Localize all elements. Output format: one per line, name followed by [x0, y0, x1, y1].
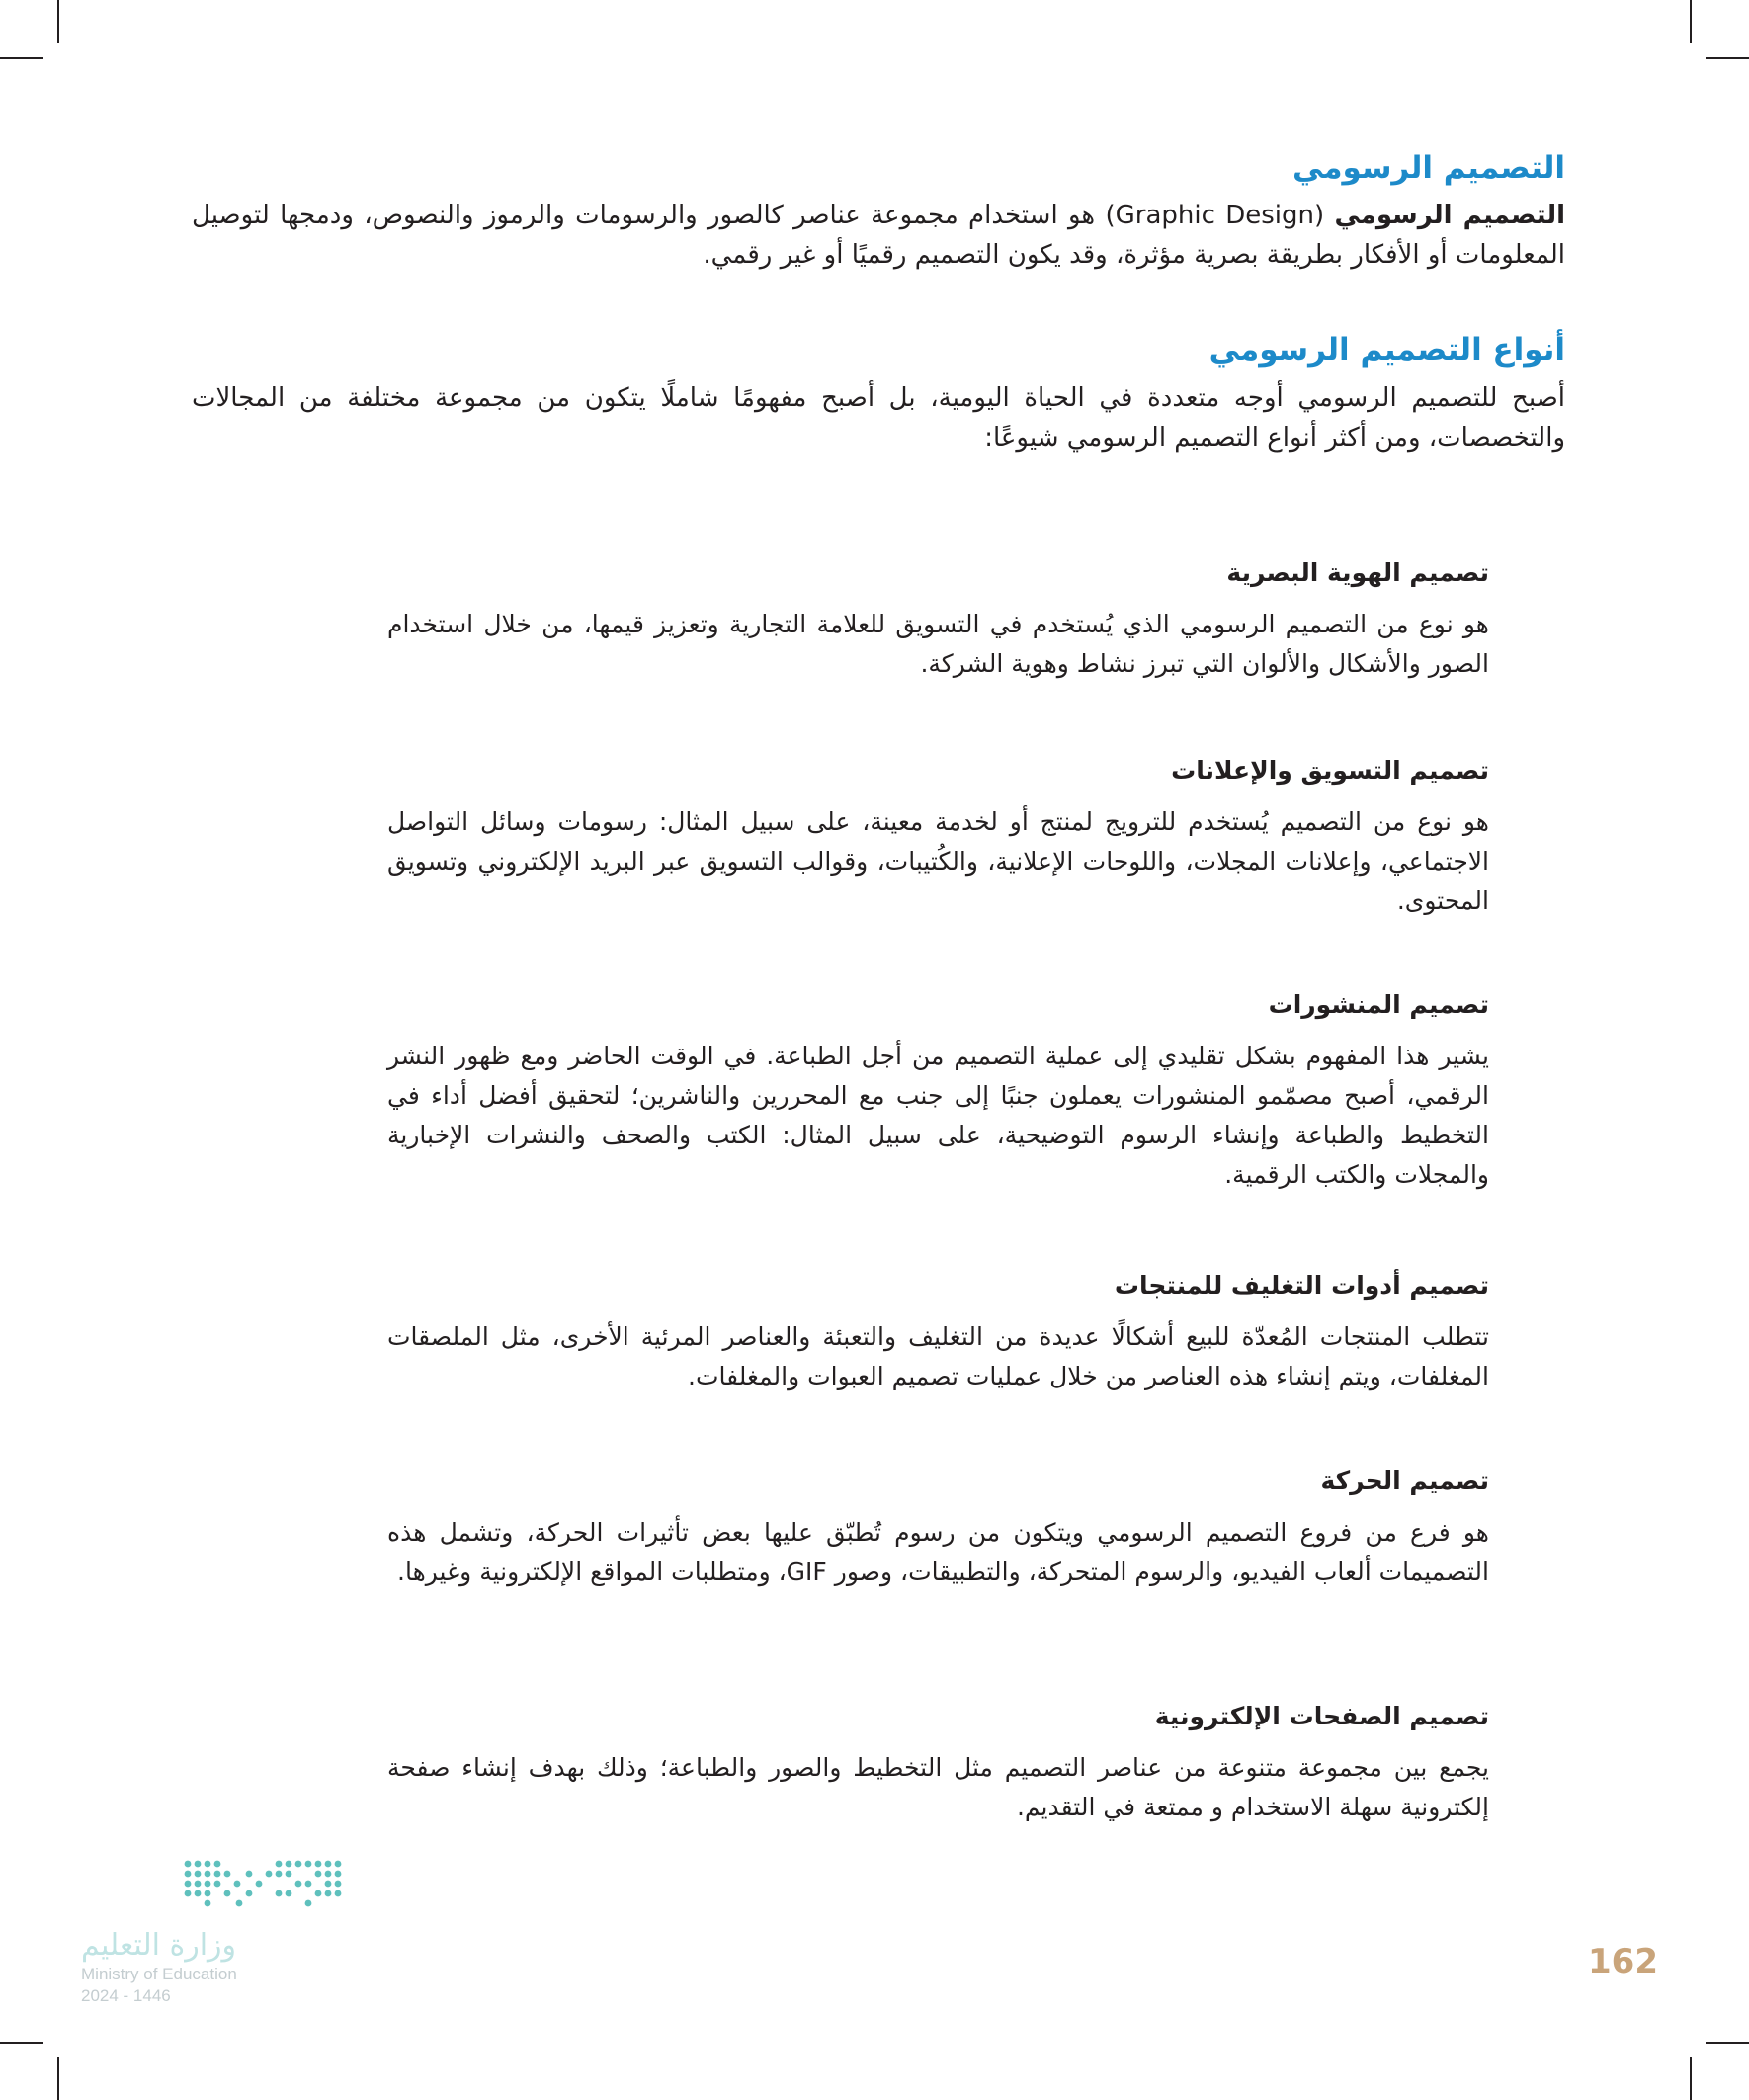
ministry-year: 2024 - 1446	[81, 1986, 171, 2005]
type-description: يجمع بين مجموعة متنوعة من عناصر التصميم مثل التخطيط والصور والطباعة؛ وذلك بهدف إنشاء صفحة إلكترونية سهلة الاستخدام و ممتعة في التقديم.	[387, 1753, 1489, 1821]
section-heading: التصميم الرسومي	[1291, 150, 1565, 186]
type-title: تصميم الهوية البصرية	[1226, 558, 1489, 587]
ministry-logo	[81, 1858, 348, 2006]
definition-paragraph	[192, 196, 1565, 275]
type-title: تصميم التسويق والإعلانات	[1171, 756, 1489, 785]
type-description: تتطلب المنتجات المُعدّة للبيع أشكالًا عديدة من التغليف والتعبئة والعناصر المرئية الأخرى، مثل الملصقات المغلفات، ويتم إنشاء هذه العناصر من خلال عمليات تصميم العبوات والمغلفات.	[387, 1322, 1489, 1390]
type-title: تصميم الصفحات الإلكترونية	[1154, 1702, 1489, 1730]
definition-term: التصميم الرسومي	[1334, 201, 1566, 230]
type-item	[387, 987, 1489, 1195]
type-title: تصميم أدوات التغليف للمنتجات	[1114, 1271, 1489, 1300]
types-intro-paragraph: أصبح للتصميم الرسومي أوجه متعددة في الحياة اليومية، بل أصبح مفهومًا شاملًا يتكون من مجموعة مختلفة من المجالات والتخصصات، ومن أكثر أنواع التصميم الرسومي شيوعًا:	[192, 383, 1565, 453]
crop-mark	[1690, 0, 1692, 43]
type-item	[387, 1699, 1489, 1827]
type-title: تصميم الحركة	[1320, 1467, 1489, 1495]
type-description: هو نوع من التصميم يُستخدم للترويج لمنتج أو لخدمة معينة، على سبيل المثال: رسومات وسائل التواصل الاجتماعي، وإعلانات المجلات، واللوحات الإعلانية، والكُتيبات، وقوالب التسويق عبر البريد الإلكتروني وتسويق المحتوى.	[387, 807, 1489, 915]
crop-mark	[57, 0, 59, 43]
page-number: 162	[1588, 1942, 1658, 1981]
definition-english-term: (Graphic Design)	[1105, 201, 1325, 230]
definition-text: هو استخدام مجموعة عناصر كالصور والرسومات والرموز والنصوص، ودمجها لتوصيل المعلومات أو الأفكار بطريقة بصرية مؤثرة، وقد يكون التصميم رقميًا أو غير رقمي.	[192, 201, 1565, 270]
crop-mark	[1690, 2057, 1692, 2100]
type-description: يشير هذا المفهوم بشكل تقليدي إلى عملية التصميم من أجل الطباعة. في الوقت الحاضر ومع ظهور النشر الرقمي، أصبح مصمّمو المنشورات يعملون جنبًا إلى جنب مع المحررين والناشرين؛ لتحقيق أفضل أداء في التخطيط والطباعة وإنشاء الرسوم التوضيحية، على سبيل المثال: الكتب والصحف والنشرات الإخبارية والمجلات والكتب الرقمية.	[387, 1042, 1489, 1189]
crop-mark	[0, 2042, 43, 2044]
type-item	[387, 1268, 1489, 1396]
crop-mark	[57, 2057, 59, 2100]
ministry-name-ar: وزارة التعليم	[81, 1928, 237, 1963]
logo-dots-icon	[180, 1858, 433, 1907]
type-description: هو نوع من التصميم الرسومي الذي يُستخدم في التسويق للعلامة التجارية وتعزيز قيمها، من خلال استخدام الصور والأشكال والألوان التي تبرز نشاط وهوية الشركة.	[387, 610, 1489, 678]
crop-mark	[0, 57, 43, 59]
type-item	[387, 753, 1489, 921]
ministry-name-en: Ministry of Education	[81, 1965, 237, 1983]
type-title: تصميم المنشورات	[1268, 990, 1489, 1019]
type-description: هو فرع من فروع التصميم الرسومي ويتكون من رسوم تُطبّق عليها بعض تأثيرات الحركة، وتشمل هذه التصميمات ألعاب الفيديو، والرسوم المتحركة، والتطبيقات، وصور GIF، ومتطلبات المواقع الإلكترونية وغيرها.	[387, 1518, 1489, 1586]
type-item	[387, 1464, 1489, 1592]
crop-mark	[1706, 2042, 1749, 2044]
section-heading: أنواع التصميم الرسومي	[1208, 332, 1565, 368]
type-item	[387, 555, 1489, 684]
crop-mark	[1706, 57, 1749, 59]
